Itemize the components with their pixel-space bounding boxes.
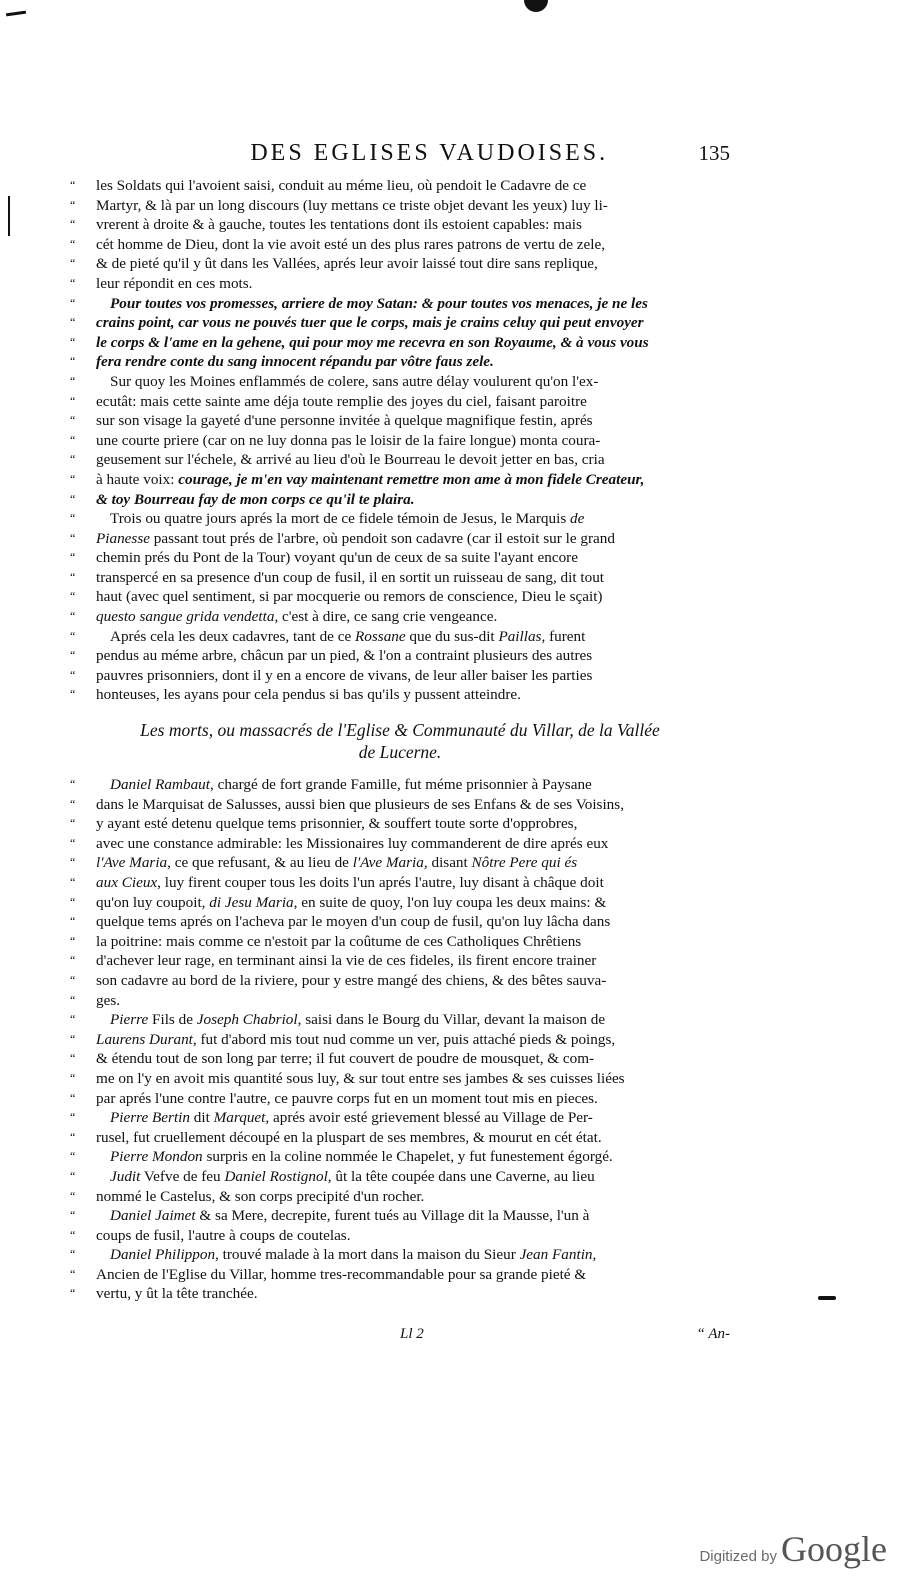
text-line	[70, 991, 730, 1011]
line-text	[96, 587, 730, 607]
text-line	[70, 873, 730, 893]
page-body	[70, 176, 730, 1304]
text-run: , disant	[423, 854, 472, 872]
text-line	[70, 235, 730, 255]
line-text	[96, 646, 730, 666]
quote-mark: “	[70, 777, 76, 792]
text-line	[70, 411, 730, 431]
quote-mark: “	[70, 1051, 76, 1066]
text-run: coups de fusil, l'autre à coups de coutelas.	[96, 1226, 351, 1244]
line-text	[96, 775, 730, 795]
text-line	[70, 834, 730, 854]
quote-mark: “	[70, 256, 76, 271]
quote-mark: “	[70, 413, 76, 428]
paragraph	[70, 372, 730, 509]
text-line	[70, 1147, 730, 1167]
text-line	[70, 215, 730, 235]
paragraph	[70, 294, 730, 372]
text-run: dans le Marquisat de Salusses, aussi bien que plusieurs de ses Enfans & de ses Voisins,	[96, 795, 624, 813]
italic-run: Paillas	[498, 627, 542, 645]
text-line	[70, 509, 730, 529]
italic-run: courage, je m'en vay maintenant remettre mon ame à mon fidele Createur,	[178, 470, 645, 488]
line-text	[96, 685, 730, 705]
text-line	[70, 490, 730, 510]
italic-run: & toy Bourreau fay de mon corps ce qu'il te plaira.	[96, 490, 415, 508]
text-line	[70, 1089, 730, 1109]
quote-mark: “	[70, 217, 76, 232]
italic-run: Jean Fantin	[519, 1246, 593, 1264]
text-run: transpercé en sa presence d'un coup de fusil, il en sortit un ruisseau de sang, dit tout	[96, 568, 605, 586]
text-run: ecutât: mais cette sainte ame déja toute remplie des joyes du ciel, faisant paroitre	[96, 392, 587, 410]
quote-mark: “	[70, 315, 76, 330]
text-run: Trois ou quatre jours aprés la mort de ce fidele témoin de Jesus, le Marquis	[110, 510, 571, 528]
quote-mark: “	[70, 875, 76, 889]
text-line	[70, 529, 730, 549]
text-line	[70, 1030, 730, 1050]
corner-ink-mark	[6, 11, 26, 17]
text-run: leur répondit en ces mots.	[96, 274, 253, 292]
text-run: avec une constance admirable: les Missionaires luy commanderent de dire aprés eux	[96, 834, 609, 852]
right-margin-ink-mark	[818, 1296, 836, 1300]
line-text	[96, 176, 730, 196]
text-run: haut (avec quel sentiment, si par mocquerie ou remors de conscience, Dieu le sçait)	[96, 588, 603, 606]
text-line	[70, 548, 730, 568]
quote-mark: “	[70, 628, 76, 643]
text-run: Fils de	[148, 1011, 197, 1029]
line-text	[96, 991, 730, 1011]
text-line	[70, 450, 730, 470]
italic-run: Daniel Rostignol	[224, 1167, 328, 1185]
line-text	[96, 215, 730, 235]
text-run: passant tout prés de l'arbre, où pendoit son cadavre (car il estoit sur le grand	[150, 529, 615, 547]
italic-run: Pierre Bertin	[110, 1109, 190, 1127]
line-text	[96, 951, 730, 971]
text-line	[70, 1167, 730, 1187]
line-text	[96, 1147, 730, 1167]
running-title: DES EGLISES VAUDOISES.	[250, 140, 609, 166]
italic-run: Rossane	[355, 627, 406, 645]
quote-mark: “	[70, 835, 76, 850]
line-text	[96, 509, 730, 529]
text-run: Sur quoy les Moines enflammés de colere, sans autre délay voulurent qu'on l'ex-	[110, 372, 599, 390]
text-line	[70, 333, 730, 353]
paragraph	[70, 775, 730, 1010]
text-run: geusement sur l'échele, & arrivé au lieu d'où le Bourreau le devoit jetter en bas, cria	[96, 451, 605, 469]
quote-mark: “	[70, 393, 76, 408]
quote-mark: “	[70, 953, 76, 968]
paragraphs-before	[70, 176, 730, 705]
quote-mark: “	[70, 687, 76, 702]
text-line	[70, 431, 730, 451]
text-run: quelque tems aprés on l'acheva par le moyen d'un coup de fusil, qu'on luy lâcha dans	[96, 913, 611, 931]
text-line	[70, 932, 730, 952]
text-run: d'achever leur rage, en terminant ainsi la vie de ces fideles, ils firent encore trainer	[96, 952, 597, 970]
italic-run: Pierre	[110, 1011, 149, 1029]
line-text	[96, 834, 730, 854]
line-text	[96, 450, 730, 470]
line-text	[96, 607, 730, 627]
line-text	[96, 814, 730, 834]
quote-mark: “	[70, 530, 76, 545]
text-run: sur son visage la gayeté d'une personne invitée à quelque magnifique festin, aprés	[96, 412, 593, 430]
italic-run: Joseph Chabriol	[196, 1011, 298, 1029]
text-line	[70, 1108, 730, 1128]
italic-run: Daniel Philippon	[110, 1246, 216, 1264]
line-text	[96, 1245, 730, 1265]
quote-mark: “	[70, 1070, 76, 1085]
text-line	[70, 587, 730, 607]
quote-mark: “	[70, 933, 76, 948]
text-line	[70, 814, 730, 834]
italic-run: Marquet	[213, 1109, 266, 1127]
line-text	[96, 1010, 730, 1030]
italic-run: crains point, car vous ne pouvés tuer que le corps, mais je crains celuy qui peut envoyer	[96, 314, 644, 332]
text-run: & de pieté qu'il y ût dans les Vallées, aprés leur avoir laissé tout dire sans replique,	[96, 255, 598, 273]
line-text	[96, 1049, 730, 1069]
line-text	[96, 333, 730, 353]
text-run: & étendu tout de son long par terre; il fut couvert de poudre de mousquet, & com-	[96, 1050, 595, 1068]
text-run: , ce que refusant, & au lieu de	[167, 854, 353, 872]
line-text	[96, 932, 730, 952]
quote-mark: “	[70, 894, 76, 909]
line-text	[96, 1128, 730, 1148]
quote-mark: “	[70, 452, 76, 467]
line-text	[96, 971, 730, 991]
italic-run: de	[570, 510, 585, 528]
quote-mark: “	[70, 1168, 76, 1183]
text-run: , en suite de quoy, l'on luy coupa les deux mains: &	[293, 893, 607, 911]
quote-mark: “	[70, 1129, 76, 1144]
paragraphs-after	[70, 775, 730, 1304]
line-text	[96, 254, 730, 274]
quote-mark: “	[70, 1227, 76, 1242]
text-run: Ancien de l'Eglise du Villar, homme tres-recommandable pour sa grande pieté &	[96, 1265, 587, 1283]
text-line	[70, 568, 730, 588]
italic-run: questo sangue grida vendetta	[96, 608, 275, 626]
text-line	[70, 1049, 730, 1069]
section-title-line-1: Les morts, ou massacrés de l'Eglise & Communauté du Villar, de la Vallée	[140, 720, 660, 741]
line-text	[96, 1089, 730, 1109]
quote-mark: “	[70, 1031, 76, 1046]
page-header	[90, 140, 730, 167]
line-text	[96, 392, 730, 412]
top-ink-blot	[524, 0, 548, 12]
line-text	[96, 666, 730, 686]
text-line	[70, 912, 730, 932]
italic-run: Daniel Rambaut	[110, 776, 210, 794]
line-text	[96, 352, 730, 372]
text-line	[70, 951, 730, 971]
italic-run: Laurens Durant	[96, 1030, 193, 1048]
signature-mark: Ll 2	[400, 1326, 424, 1342]
google-logo: Google	[781, 1529, 887, 1569]
text-run: honteuses, les ayans pour cela pendus si bas qu'ils y pussent atteindre.	[96, 686, 521, 704]
quote-mark: “	[70, 1149, 76, 1164]
text-line	[70, 666, 730, 686]
text-run: ,	[592, 1246, 597, 1264]
text-run: pendus au méme arbre, châcun par un pied, & l'on a contraint plusieurs des autres	[96, 647, 593, 665]
text-run: & sa Mere, decrepite, furent tués au Village dit la Mausse, l'un à	[195, 1207, 590, 1225]
line-text	[96, 274, 730, 294]
quote-mark: “	[70, 471, 76, 486]
quote-mark: “	[70, 236, 76, 251]
line-text	[96, 627, 730, 647]
line-text	[96, 470, 730, 490]
line-text	[96, 294, 730, 314]
paragraph	[70, 1206, 730, 1245]
text-line	[70, 1206, 730, 1226]
quote-mark: “	[70, 855, 76, 870]
text-run: , luy firent couper tous les doits l'un aprés l'autre, luy disant à châque doit	[157, 874, 604, 891]
text-run: , fut d'abord mis tout nud comme un ver, puis attaché pieds & poings,	[192, 1030, 616, 1048]
quote-mark: “	[70, 816, 76, 831]
quote-mark: “	[70, 1012, 76, 1027]
text-run: cét homme de Dieu, dont la vie avoit esté un des plus rares patrons de vertu de zele,	[96, 235, 606, 253]
italic-run: Pianesse	[96, 529, 150, 547]
line-text	[96, 196, 730, 216]
quote-mark: “	[70, 432, 76, 447]
quote-mark: “	[70, 1188, 76, 1203]
text-run: y ayant esté detenu quelque tems prisonnier, & souffert toute sorte d'opprobres,	[96, 815, 578, 833]
quote-mark: “	[70, 667, 76, 682]
quote-mark: “	[70, 491, 76, 506]
quote-mark: “	[70, 648, 76, 663]
text-run: les Soldats qui l'avoient saisi, conduit au méme lieu, où pendoit le Cadavre de ce	[96, 177, 587, 194]
quote-mark: “	[70, 275, 76, 290]
line-text	[96, 568, 730, 588]
italic-run: le corps & l'ame en la gehene, qui pour moy me recevra en son Royaume, & à vous vous	[96, 333, 649, 351]
line-text	[96, 1206, 730, 1226]
line-text	[96, 893, 730, 913]
line-text	[96, 1226, 730, 1246]
italic-run: Daniel Jaimet	[110, 1207, 196, 1225]
text-line	[70, 1265, 730, 1285]
text-line	[70, 1187, 730, 1207]
line-text	[96, 235, 730, 255]
italic-run: fera rendre conte du sang innocent répandu par vôtre faus zele.	[96, 353, 494, 371]
text-run: nommé le Castelus, & son corps precipité d'un rocher.	[96, 1187, 425, 1205]
text-line	[70, 1010, 730, 1030]
text-run: une courte priere (car on ne luy donna pas le loisir de la faire longue) monta coura-	[96, 431, 601, 449]
catchword: “ An-	[696, 1326, 730, 1342]
text-line	[70, 1226, 730, 1246]
line-text	[96, 548, 730, 568]
text-line	[70, 392, 730, 412]
text-line	[70, 1069, 730, 1089]
text-line	[70, 685, 730, 705]
margin-ink-mark	[8, 196, 10, 236]
text-run: surpris en la coline nommée le Chapelet, y fut funestement égorgé.	[202, 1148, 613, 1166]
watermark-prefix: Digitized by	[699, 1548, 778, 1565]
paragraph	[70, 1147, 730, 1167]
line-text	[96, 490, 730, 510]
line-text	[96, 1187, 730, 1207]
text-line	[70, 1284, 730, 1304]
text-line	[70, 853, 730, 873]
quote-mark: “	[70, 914, 76, 929]
quote-mark: “	[70, 589, 76, 604]
text-run: son cadavre au bord de la riviere, pour y estre mangé des chiens, & des bêtes sauva-	[96, 971, 607, 989]
text-line	[70, 646, 730, 666]
quote-mark: “	[70, 373, 76, 388]
text-run: la poitrine: mais comme ce n'estoit par la coûtume de ces Catholiques Chrêtiens	[96, 932, 582, 950]
line-text	[96, 853, 730, 873]
line-text	[96, 1108, 730, 1128]
text-run: ges.	[96, 991, 121, 1009]
text-run: pauvres prisonniers, dont il y en a encore de vivans, de leur aller baiser les parties	[96, 666, 593, 684]
text-line	[70, 627, 730, 647]
text-line	[70, 176, 730, 196]
italic-run: Pierre Mondon	[110, 1148, 203, 1166]
line-text	[96, 1069, 730, 1089]
text-line	[70, 352, 730, 372]
quote-mark: “	[70, 1090, 76, 1105]
quote-mark: “	[70, 334, 76, 349]
quote-mark: “	[70, 992, 76, 1007]
text-line	[70, 1245, 730, 1265]
text-run: qu'on luy coupoit,	[96, 893, 210, 911]
quote-mark: “	[70, 1266, 76, 1281]
text-run: Martyr, & là par un long discours (luy mettans ce triste objet devant les yeux) luy li-	[96, 196, 608, 214]
text-line	[70, 294, 730, 314]
italic-run: l'Ave Maria	[352, 854, 424, 872]
line-text	[96, 1030, 730, 1050]
italic-run: Pour toutes vos promesses, arriere de moy Satan: & pour toutes vos menaces, je ne les	[110, 294, 648, 312]
text-run: à haute voix:	[96, 470, 179, 488]
text-line	[70, 1128, 730, 1148]
section-title	[70, 719, 730, 763]
page-number: 135	[698, 141, 730, 165]
quote-mark: “	[70, 569, 76, 584]
paragraph	[70, 509, 730, 627]
line-text	[96, 795, 730, 815]
line-text	[96, 529, 730, 549]
text-line	[70, 607, 730, 627]
text-line	[70, 274, 730, 294]
text-line	[70, 313, 730, 333]
quote-mark: “	[70, 1247, 76, 1262]
text-run: par aprés l'une contre l'autre, ce pauvre corps fut en un moment tout mis en pieces.	[96, 1089, 598, 1107]
text-run: , aprés avoir esté grievement blessé au Village de Per-	[265, 1109, 593, 1127]
text-run: vertu, y ût la tête tranchée.	[96, 1285, 258, 1303]
section-title-line-2: de Lucerne.	[358, 742, 442, 763]
text-run: rusel, fut cruellement découpé en la pluspart de ses membres, & mourut en cét état.	[96, 1128, 602, 1146]
text-run: , trouvé malade à la mort dans la maison du Sieur	[215, 1246, 520, 1264]
italic-run: l'Ave Maria	[96, 854, 168, 872]
italic-run: di Jesu Maria	[209, 893, 294, 911]
text-run: chemin prés du Pont de la Tour) voyant qu'un de ceux de sa suite l'ayant encore	[96, 549, 578, 567]
quote-mark: “	[70, 550, 76, 565]
paragraph	[70, 1010, 730, 1108]
line-text	[96, 372, 730, 392]
quote-mark: “	[70, 354, 76, 369]
quote-mark: “	[70, 178, 76, 192]
text-run: , chargé de fort grande Famille, fut méme prisonnier à Paysane	[209, 776, 592, 794]
text-line	[70, 196, 730, 216]
line-text	[96, 912, 730, 932]
line-text	[96, 1265, 730, 1285]
text-run: Vefve de feu	[140, 1167, 225, 1185]
quote-mark: “	[70, 1208, 76, 1223]
quote-mark: “	[70, 197, 76, 212]
line-text	[96, 313, 730, 333]
text-line	[70, 254, 730, 274]
line-text	[96, 1284, 730, 1304]
paragraph	[70, 1108, 730, 1147]
paragraph	[70, 1167, 730, 1206]
text-line	[70, 470, 730, 490]
italic-run: Judit	[110, 1167, 141, 1185]
text-line	[70, 775, 730, 795]
quote-mark: “	[70, 1110, 76, 1125]
line-text	[96, 873, 730, 893]
paragraph	[70, 176, 730, 294]
line-text	[96, 431, 730, 451]
paragraph	[70, 627, 730, 705]
text-run: , c'est à dire, ce sang crie vengeance.	[274, 608, 498, 626]
line-text	[96, 411, 730, 431]
italic-run: Nôtre Pere qui és	[471, 854, 578, 872]
text-run: dit	[190, 1109, 214, 1127]
text-line	[70, 971, 730, 991]
text-line	[70, 893, 730, 913]
italic-run: aux Cieux	[96, 874, 158, 891]
digitized-watermark	[699, 1528, 887, 1570]
text-run: me on l'y en avoit mis quantité sous luy, & sur tout entre ses jambes & ses cuisses liées	[96, 1069, 625, 1087]
quote-mark: “	[70, 1286, 76, 1301]
text-run: que du sus-dit	[405, 627, 499, 645]
paragraph	[70, 1245, 730, 1304]
text-run: vrerent à droite & à gauche, toutes les tentations dont ils estoient capables: mais	[96, 216, 582, 234]
text-run: , furent	[541, 627, 586, 645]
quote-mark: “	[70, 511, 76, 526]
text-run: , saisi dans le Bourg du Villar, devant la maison de	[297, 1011, 606, 1029]
text-line	[70, 795, 730, 815]
quote-mark: “	[70, 796, 76, 811]
quote-mark: “	[70, 609, 76, 624]
line-text	[96, 1167, 730, 1187]
text-line	[70, 372, 730, 392]
text-run: Aprés cela les deux cadavres, tant de ce	[110, 627, 355, 645]
quote-mark: “	[70, 972, 76, 987]
quote-mark: “	[70, 295, 76, 310]
text-run: , ût la tête coupée dans une Caverne, au lieu	[327, 1167, 595, 1185]
